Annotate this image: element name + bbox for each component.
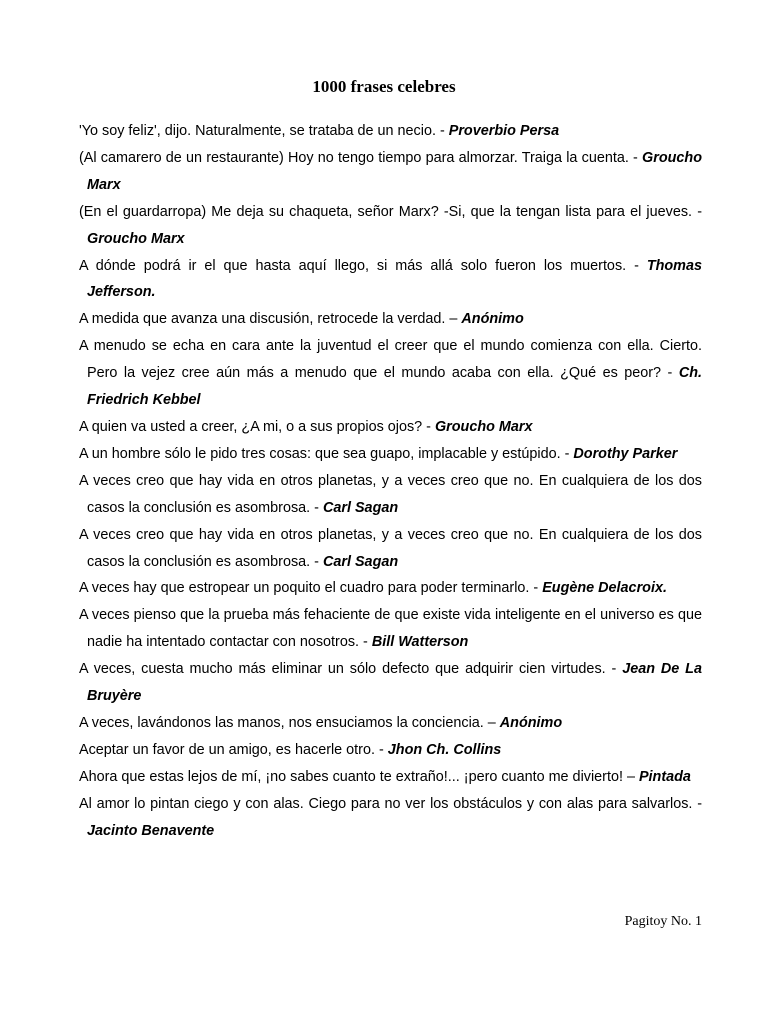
quote-item	[79, 764, 702, 791]
quote-author: Carl Sagan	[322, 553, 399, 570]
quote-author: Jacinto Benavente	[87, 822, 215, 839]
quote-text: A un hombre sólo le pido tres cosas: que sea guapo, implacable y estúpido. -	[79, 445, 574, 462]
page-footer: Pagitoy No. 1	[624, 914, 702, 929]
quote-item	[79, 710, 702, 737]
quote-text: A menudo se echa en cara ante la juventud el creer que el mundo comienza con ella. Cierto. Pero la vejez cree aún más a menudo que el mundo acaba con ella. ¿Qué es peor? -	[79, 338, 702, 382]
quote-text: A medida que avanza una discusión, retrocede la verdad. –	[79, 311, 462, 328]
quote-text: A dónde podrá ir el que hasta aquí llego, si más allá solo fueron los muertos. -	[79, 257, 647, 274]
quote-author: Groucho Marx	[434, 418, 533, 435]
quote-text: Ahora que estas lejos de mí, ¡no sabes cuanto te extraño!... ¡pero cuanto me divierto! –	[79, 768, 639, 785]
quote-author: Proverbio Persa	[448, 123, 560, 139]
quote-list	[79, 118, 702, 844]
quote-item	[79, 575, 702, 602]
quote-author: Anónimo	[461, 311, 524, 328]
quote-item	[79, 118, 702, 145]
quote-text: A veces pienso que la prueba más fehaciente de que existe vida inteligente en el universo es que nadie ha intentado contactar con nosotros. -	[79, 607, 702, 651]
quote-item	[79, 602, 702, 656]
quote-text: (Al camarero de un restaurante) Hoy no tengo tiempo para almorzar. Traiga la cuenta. -	[79, 149, 643, 166]
quote-text: A veces creo que hay vida en otros planetas, y a veces creo que no. En cualquiera de los dos casos la conclusión es asombrosa. -	[79, 472, 702, 516]
quote-text: 'Yo soy feliz', dijo. Naturalmente, se trataba de un necio. -	[79, 123, 449, 139]
quote-author: Groucho Marx	[87, 230, 185, 247]
quote-item	[79, 522, 702, 576]
quote-text: A veces, lavándonos las manos, nos ensuciamos la conciencia. –	[79, 714, 500, 731]
quote-text: A veces hay que estropear un poquito el cuadro para poder terminarlo. -	[79, 580, 543, 597]
quote-item	[79, 145, 702, 199]
quote-author: Bill Watterson	[371, 634, 469, 651]
quote-author: Ch. Friedrich Kebbel	[87, 365, 702, 409]
quote-item	[79, 253, 702, 307]
quote-author: Dorothy Parker	[573, 445, 678, 462]
quote-text: Al amor lo pintan ciego y con alas. Ciego para no ver los obstáculos y con alas para salvarlos. -	[79, 795, 702, 812]
quote-item	[79, 306, 702, 333]
quote-item	[79, 737, 702, 764]
quote-author: Thomas Jefferson.	[87, 257, 702, 301]
quote-author: Jean De La Bruyère	[87, 661, 702, 705]
quote-author: Anónimo	[499, 714, 563, 731]
quote-author: Jhon Ch. Collins	[387, 741, 502, 758]
quote-author: Carl Sagan	[322, 499, 399, 516]
quote-item	[79, 414, 702, 441]
quote-item	[79, 199, 702, 253]
quote-item	[79, 791, 702, 845]
quote-item	[79, 468, 702, 522]
quote-author: Eugène Delacroix.	[542, 580, 667, 597]
quote-text: A veces, cuesta mucho más eliminar un sólo defecto que adquirir cien virtudes. -	[79, 661, 623, 678]
quote-author: Groucho Marx	[87, 149, 702, 193]
page-title: 1000 frases celebres	[312, 77, 456, 96]
quote-item	[79, 656, 702, 710]
quote-author: Pintada	[638, 768, 691, 785]
quote-text: A quien va usted a creer, ¿A mi, o a sus propios ojos? -	[79, 418, 435, 435]
quote-item	[79, 333, 702, 414]
quote-item	[79, 441, 702, 468]
quote-text: A veces creo que hay vida en otros planetas, y a veces creo que no. En cualquiera de los dos casos la conclusión es asombrosa. -	[79, 526, 702, 570]
quote-text: Aceptar un favor de un amigo, es hacerle otro. -	[79, 741, 388, 758]
quote-text: (En el guardarropa) Me deja su chaqueta, señor Marx? -Si, que la tengan lista para el jueves. -	[79, 203, 702, 220]
